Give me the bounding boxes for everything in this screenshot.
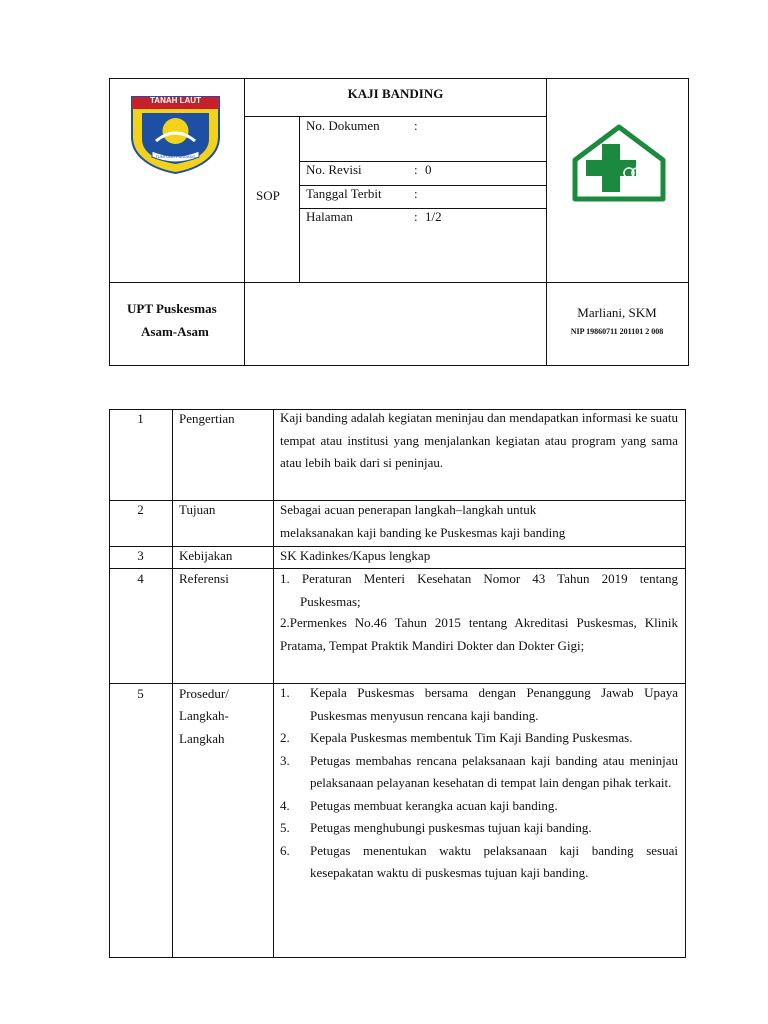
- field-sep: :: [414, 209, 418, 224]
- field-sep: :: [414, 118, 418, 133]
- logo-ribbon-text: TUNTUNG PANDANG: [155, 154, 196, 159]
- row-label: Kebijakan: [179, 548, 233, 563]
- step-number: 4.: [280, 797, 290, 813]
- list-item: [280, 795, 678, 818]
- field-label-halaman: Halaman: [306, 209, 353, 224]
- step-number: 3.: [280, 752, 290, 768]
- step-number: 6.: [280, 842, 290, 858]
- list-item: [280, 840, 678, 885]
- row-text-ref1-line1: 1. Peraturan Menteri Kesehatan Nomor 43 Tahun 2019 tentang: [280, 571, 678, 586]
- row-number: 5: [137, 686, 144, 701]
- logo-title-text: TANAH LAUT: [150, 96, 201, 105]
- row-number: 2: [137, 502, 144, 517]
- tanah-laut-logo: [128, 95, 223, 175]
- row-number: 4: [137, 571, 144, 586]
- field-sep: :: [414, 186, 418, 201]
- field-label-no-revisi: No. Revisi: [306, 162, 362, 177]
- field-value-no-revisi: 0: [425, 162, 432, 177]
- step-text: Petugas membahas rencana pelaksanaan kaji banding atau meninjau pelaksanaan pelayanan kesehatan di tempat lain dengan pihak terkait.: [310, 752, 678, 790]
- list-item: [280, 727, 678, 750]
- list-item: [280, 750, 678, 795]
- row-label: Tujuan: [179, 502, 216, 517]
- document-title: KAJI BANDING: [347, 86, 444, 101]
- row-text-tujuan-line2: melaksanakan kaji banding ke Puskesmas kaji banding: [280, 525, 566, 540]
- list-item: [280, 817, 678, 840]
- field-label-tanggal-terbit: Tanggal Terbit: [306, 186, 382, 201]
- org-name-line1: UPT Puskesmas: [127, 301, 217, 316]
- row-label-line1: Prosedur/: [179, 686, 229, 701]
- step-number: 2.: [280, 730, 290, 745]
- row-number: 1: [137, 411, 144, 426]
- row-text-ref2: 2.Permenkes No.46 Tahun 2015 tentang Akreditasi Puskesmas, Klinik Pratama, Tempat Praktik Mandiri Dokter dan Dokter Gigi;: [280, 615, 678, 653]
- signer-nip: NIP 19860711 201101 2 008: [570, 327, 664, 336]
- step-text: Petugas menghubungi puskesmas tujuan kaji banding.: [310, 820, 592, 835]
- step-number: 1.: [280, 685, 290, 700]
- row-text-kebijakan: SK Kadinkes/Kapus lengkap: [280, 548, 431, 563]
- org-name-line2: Asam-Asam: [141, 324, 209, 339]
- signer-name: Marliani, SKM: [577, 305, 657, 320]
- step-number: 5.: [280, 820, 290, 835]
- field-sep: :: [414, 162, 418, 177]
- row-label-line2: Langkah-: [179, 708, 229, 723]
- procedure-steps: [280, 682, 678, 885]
- row-label-line3: Langkah: [179, 731, 225, 746]
- step-text: Petugas menentukan waktu pelaksanaan kaji banding sesuai kesepakatan waktu di puskesmas tujuan kaji banding.: [310, 842, 678, 880]
- puskesmas-logo: [572, 124, 666, 202]
- row-text-ref1-line2: Puskesmas;: [300, 594, 361, 609]
- row-text-pengertian: Kaji banding adalah kegiatan meninjau dan mendapatkan informasi ke suatu tempat atau institusi yang menjalankan kegiatan atau program yang sama atau lebih baik dari si peninjau.: [280, 410, 678, 470]
- step-text: Kepala Puskesmas bersama dengan Penanggung Jawab Upaya Puskesmas menyusun rencana kaji banding.: [310, 685, 678, 723]
- row-text-tujuan-line1: Sebagai acuan penerapan langkah–langkah untuk: [280, 502, 537, 517]
- list-item: [280, 682, 678, 727]
- row-number: 3: [137, 548, 144, 563]
- row-label: Referensi: [179, 571, 229, 586]
- row-label: Pengertian: [179, 411, 235, 426]
- step-text: Petugas membuat kerangka acuan kaji banding.: [310, 797, 558, 813]
- sop-label: SOP: [256, 188, 280, 203]
- field-value-halaman: 1/2: [425, 209, 442, 224]
- field-label-no-dokumen: No. Dokumen: [306, 118, 380, 133]
- step-text: Kepala Puskesmas membentuk Tim Kaji Banding Puskesmas.: [310, 730, 633, 745]
